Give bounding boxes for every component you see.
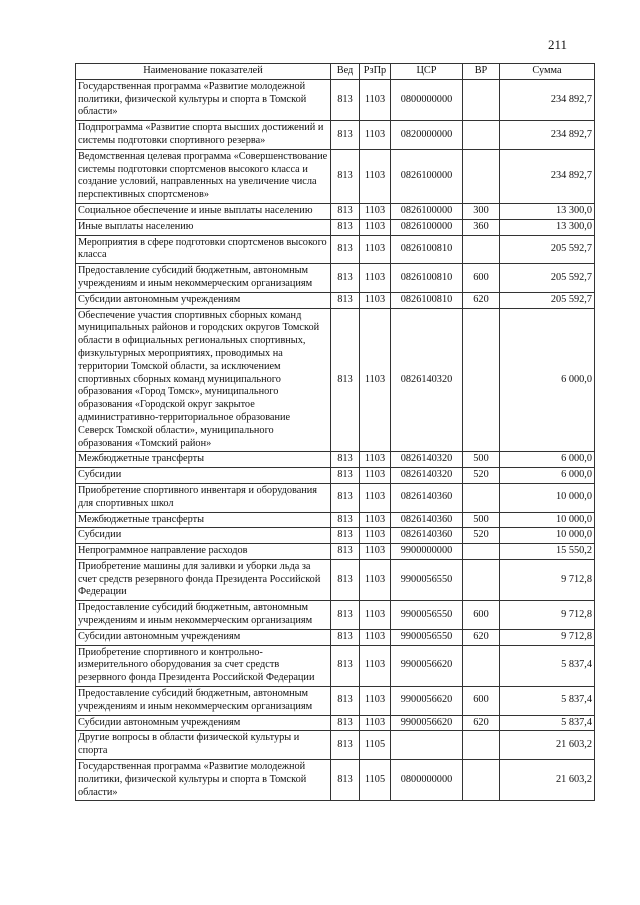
row-vr-cell bbox=[463, 79, 500, 120]
table-row bbox=[76, 731, 595, 760]
table-row bbox=[76, 468, 595, 484]
row-sum-cell: 9 712,8 bbox=[500, 629, 595, 645]
row-rzpr-cell: 1103 bbox=[360, 528, 391, 544]
table-row bbox=[76, 559, 595, 600]
row-rzpr-cell: 1103 bbox=[360, 452, 391, 468]
row-rzpr-cell: 1103 bbox=[360, 483, 391, 512]
header-name: Наименование показателей bbox=[76, 64, 331, 80]
row-ved-cell: 813 bbox=[331, 601, 360, 630]
row-csr-cell: 9900056620 bbox=[391, 687, 463, 716]
header-ved: Вед bbox=[331, 64, 360, 80]
row-vr-cell bbox=[463, 308, 500, 452]
row-csr-cell: 0826100810 bbox=[391, 292, 463, 308]
row-vr-cell bbox=[463, 559, 500, 600]
row-name-cell: Субсидии bbox=[76, 528, 331, 544]
table-row bbox=[76, 528, 595, 544]
row-vr-cell bbox=[463, 544, 500, 560]
row-name-cell: Субсидии автономным учреждениям bbox=[76, 715, 331, 731]
row-ved-cell: 813 bbox=[331, 235, 360, 264]
row-rzpr-cell: 1103 bbox=[360, 203, 391, 219]
row-sum-cell: 205 592,7 bbox=[500, 292, 595, 308]
row-ved-cell: 813 bbox=[331, 760, 360, 801]
row-ved-cell: 813 bbox=[331, 528, 360, 544]
table-row bbox=[76, 629, 595, 645]
row-ved-cell: 813 bbox=[331, 645, 360, 686]
row-csr-cell: 0800000000 bbox=[391, 79, 463, 120]
row-sum-cell: 21 603,2 bbox=[500, 731, 595, 760]
row-vr-cell: 520 bbox=[463, 528, 500, 544]
row-name-cell: Субсидии автономным учреждениям bbox=[76, 629, 331, 645]
row-rzpr-cell: 1105 bbox=[360, 731, 391, 760]
row-csr-cell: 0826100000 bbox=[391, 149, 463, 203]
table-row bbox=[76, 235, 595, 264]
row-vr-cell bbox=[463, 731, 500, 760]
row-ved-cell: 813 bbox=[331, 121, 360, 150]
row-name-cell: Ведомственная целевая программа «Совершенствование системы подготовки спортсменов высокого класса и создание условий, направленных на увеличение числа перспективных спортсменов» bbox=[76, 149, 331, 203]
row-name-cell: Государственная программа «Развитие молодежной политики, физической культуры и спорта в Томской области» bbox=[76, 79, 331, 120]
row-vr-cell bbox=[463, 483, 500, 512]
row-sum-cell: 10 000,0 bbox=[500, 528, 595, 544]
row-vr-cell bbox=[463, 760, 500, 801]
row-sum-cell: 234 892,7 bbox=[500, 149, 595, 203]
row-csr-cell: 0826140360 bbox=[391, 483, 463, 512]
row-csr-cell: 0826140320 bbox=[391, 468, 463, 484]
row-rzpr-cell: 1103 bbox=[360, 149, 391, 203]
row-rzpr-cell: 1103 bbox=[360, 292, 391, 308]
row-name-cell: Предоставление субсидий бюджетным, автономным учреждениям и иным некоммерческим организациям bbox=[76, 601, 331, 630]
row-name-cell: Государственная программа «Развитие молодежной политики, физической культуры и спорта в Томской области» bbox=[76, 760, 331, 801]
row-vr-cell bbox=[463, 235, 500, 264]
table-row bbox=[76, 149, 595, 203]
table-row bbox=[76, 203, 595, 219]
row-csr-cell: 0826100000 bbox=[391, 203, 463, 219]
row-csr-cell: 0826140320 bbox=[391, 452, 463, 468]
row-name-cell: Межбюджетные трансферты bbox=[76, 512, 331, 528]
row-name-cell: Социальное обеспечение и иные выплаты населению bbox=[76, 203, 331, 219]
row-ved-cell: 813 bbox=[331, 468, 360, 484]
row-vr-cell: 360 bbox=[463, 219, 500, 235]
row-vr-cell bbox=[463, 645, 500, 686]
row-vr-cell: 500 bbox=[463, 452, 500, 468]
row-ved-cell: 813 bbox=[331, 292, 360, 308]
row-ved-cell: 813 bbox=[331, 203, 360, 219]
header-rzpr: РзПр bbox=[360, 64, 391, 80]
table-row bbox=[76, 264, 595, 293]
row-vr-cell: 600 bbox=[463, 687, 500, 716]
row-vr-cell: 500 bbox=[463, 512, 500, 528]
table-row bbox=[76, 452, 595, 468]
row-ved-cell: 813 bbox=[331, 544, 360, 560]
row-ved-cell: 813 bbox=[331, 687, 360, 716]
row-sum-cell: 13 300,0 bbox=[500, 203, 595, 219]
row-sum-cell: 5 837,4 bbox=[500, 645, 595, 686]
row-name-cell: Приобретение машины для заливки и уборки льда за счет средств резервного фонда Президента Российской Федерации bbox=[76, 559, 331, 600]
row-sum-cell: 6 000,0 bbox=[500, 452, 595, 468]
row-sum-cell: 234 892,7 bbox=[500, 121, 595, 150]
row-ved-cell: 813 bbox=[331, 219, 360, 235]
table-row bbox=[76, 121, 595, 150]
row-csr-cell: 9900056620 bbox=[391, 645, 463, 686]
row-vr-cell bbox=[463, 149, 500, 203]
table-row bbox=[76, 544, 595, 560]
row-vr-cell: 300 bbox=[463, 203, 500, 219]
row-name-cell: Подпрограмма «Развитие спорта высших достижений и системы подготовки спортивного резерва» bbox=[76, 121, 331, 150]
row-vr-cell: 520 bbox=[463, 468, 500, 484]
row-name-cell: Межбюджетные трансферты bbox=[76, 452, 331, 468]
row-rzpr-cell: 1103 bbox=[360, 308, 391, 452]
table-row bbox=[76, 483, 595, 512]
table-row bbox=[76, 645, 595, 686]
row-vr-cell: 620 bbox=[463, 629, 500, 645]
row-name-cell: Другие вопросы в области физической культуры и спорта bbox=[76, 731, 331, 760]
row-vr-cell bbox=[463, 121, 500, 150]
row-name-cell: Обеспечение участия спортивных сборных команд муниципальных районов и городских округов Томской области в официальных региональных спортивных, физкультурных мероприятиях, проводимых на территории Томской области, за исключением спортивных сборных команд муниципального образования «Город Томск», муниципального образования «Городской округ закрытое административно-территориальное образование Северск Томской области», муниципального образования «Томский район» bbox=[76, 308, 331, 452]
row-sum-cell: 205 592,7 bbox=[500, 235, 595, 264]
row-name-cell: Субсидии bbox=[76, 468, 331, 484]
row-name-cell: Предоставление субсидий бюджетным, автономным учреждениям и иным некоммерческим организациям bbox=[76, 264, 331, 293]
row-sum-cell: 5 837,4 bbox=[500, 715, 595, 731]
row-name-cell: Непрограммное направление расходов bbox=[76, 544, 331, 560]
row-sum-cell: 21 603,2 bbox=[500, 760, 595, 801]
table-row bbox=[76, 308, 595, 452]
row-csr-cell: 0826140320 bbox=[391, 308, 463, 452]
row-csr-cell: 0826140360 bbox=[391, 528, 463, 544]
row-ved-cell: 813 bbox=[331, 715, 360, 731]
table-row bbox=[76, 219, 595, 235]
row-sum-cell: 10 000,0 bbox=[500, 483, 595, 512]
row-name-cell: Приобретение спортивного и контрольно-измерительного оборудования за счет средств резервного фонда Президента Российской Федерации bbox=[76, 645, 331, 686]
row-rzpr-cell: 1103 bbox=[360, 512, 391, 528]
row-sum-cell: 9 712,8 bbox=[500, 601, 595, 630]
row-rzpr-cell: 1103 bbox=[360, 687, 391, 716]
row-vr-cell: 600 bbox=[463, 264, 500, 293]
row-csr-cell: 9900000000 bbox=[391, 544, 463, 560]
row-csr-cell bbox=[391, 731, 463, 760]
table-row bbox=[76, 760, 595, 801]
row-vr-cell: 620 bbox=[463, 715, 500, 731]
table-header-row bbox=[76, 64, 595, 80]
row-ved-cell: 813 bbox=[331, 308, 360, 452]
row-rzpr-cell: 1103 bbox=[360, 601, 391, 630]
row-rzpr-cell: 1103 bbox=[360, 645, 391, 686]
row-csr-cell: 0826100810 bbox=[391, 235, 463, 264]
budget-table bbox=[75, 63, 595, 801]
row-ved-cell: 813 bbox=[331, 452, 360, 468]
row-name-cell: Приобретение спортивного инвентаря и оборудования для спортивных школ bbox=[76, 483, 331, 512]
table-row bbox=[76, 601, 595, 630]
row-csr-cell: 0826100000 bbox=[391, 219, 463, 235]
row-csr-cell: 0826140360 bbox=[391, 512, 463, 528]
row-rzpr-cell: 1105 bbox=[360, 760, 391, 801]
row-rzpr-cell: 1103 bbox=[360, 715, 391, 731]
row-vr-cell: 600 bbox=[463, 601, 500, 630]
row-ved-cell: 813 bbox=[331, 264, 360, 293]
table-row bbox=[76, 687, 595, 716]
row-ved-cell: 813 bbox=[331, 731, 360, 760]
row-ved-cell: 813 bbox=[331, 79, 360, 120]
row-ved-cell: 813 bbox=[331, 149, 360, 203]
row-sum-cell: 5 837,4 bbox=[500, 687, 595, 716]
row-sum-cell: 15 550,2 bbox=[500, 544, 595, 560]
page-number: 211 bbox=[548, 37, 568, 52]
row-rzpr-cell: 1103 bbox=[360, 235, 391, 264]
row-csr-cell: 0800000000 bbox=[391, 760, 463, 801]
row-rzpr-cell: 1103 bbox=[360, 121, 391, 150]
row-name-cell: Предоставление субсидий бюджетным, автономным учреждениям и иным некоммерческим организациям bbox=[76, 687, 331, 716]
row-csr-cell: 0820000000 bbox=[391, 121, 463, 150]
row-ved-cell: 813 bbox=[331, 483, 360, 512]
row-sum-cell: 205 592,7 bbox=[500, 264, 595, 293]
row-vr-cell: 620 bbox=[463, 292, 500, 308]
row-name-cell: Мероприятия в сфере подготовки спортсменов высокого класса bbox=[76, 235, 331, 264]
table-row bbox=[76, 79, 595, 120]
header-csr: ЦСР bbox=[391, 64, 463, 80]
table-row bbox=[76, 292, 595, 308]
row-rzpr-cell: 1103 bbox=[360, 468, 391, 484]
row-sum-cell: 6 000,0 bbox=[500, 468, 595, 484]
row-ved-cell: 813 bbox=[331, 559, 360, 600]
row-csr-cell: 0826100810 bbox=[391, 264, 463, 293]
table-body bbox=[76, 79, 595, 801]
row-rzpr-cell: 1103 bbox=[360, 559, 391, 600]
header-vr: ВР bbox=[463, 64, 500, 80]
row-rzpr-cell: 1103 bbox=[360, 629, 391, 645]
row-sum-cell: 10 000,0 bbox=[500, 512, 595, 528]
row-ved-cell: 813 bbox=[331, 629, 360, 645]
row-rzpr-cell: 1103 bbox=[360, 219, 391, 235]
row-csr-cell: 9900056550 bbox=[391, 629, 463, 645]
row-rzpr-cell: 1103 bbox=[360, 79, 391, 120]
row-sum-cell: 234 892,7 bbox=[500, 79, 595, 120]
table-row bbox=[76, 512, 595, 528]
row-ved-cell: 813 bbox=[331, 512, 360, 528]
row-name-cell: Субсидии автономным учреждениям bbox=[76, 292, 331, 308]
row-csr-cell: 9900056550 bbox=[391, 601, 463, 630]
row-sum-cell: 6 000,0 bbox=[500, 308, 595, 452]
row-name-cell: Иные выплаты населению bbox=[76, 219, 331, 235]
row-rzpr-cell: 1103 bbox=[360, 264, 391, 293]
table-row bbox=[76, 715, 595, 731]
row-csr-cell: 9900056550 bbox=[391, 559, 463, 600]
row-rzpr-cell: 1103 bbox=[360, 544, 391, 560]
row-csr-cell: 9900056620 bbox=[391, 715, 463, 731]
header-sum: Сумма bbox=[500, 64, 595, 80]
row-sum-cell: 9 712,8 bbox=[500, 559, 595, 600]
row-sum-cell: 13 300,0 bbox=[500, 219, 595, 235]
